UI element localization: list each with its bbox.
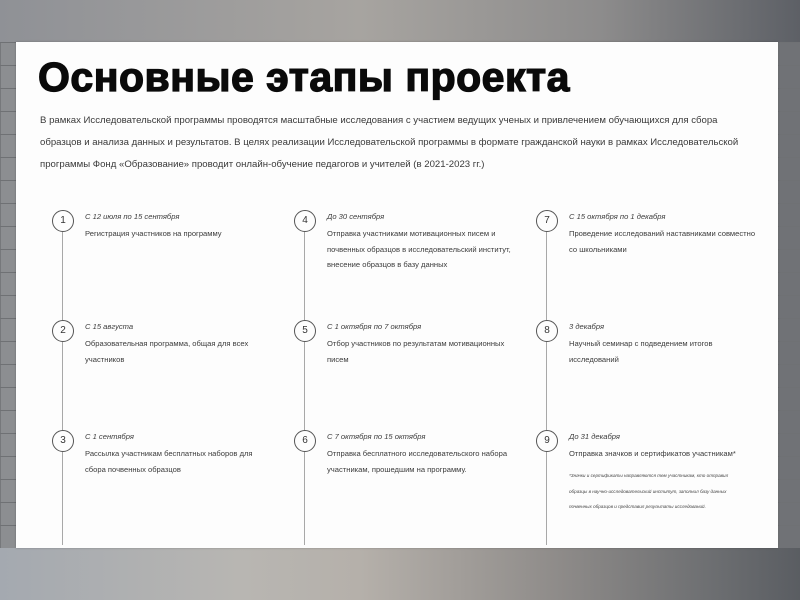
timeline-column-2 <box>282 210 522 545</box>
step-date: С 1 сентября <box>85 432 134 441</box>
step-number-circle: 9 <box>536 430 558 452</box>
step-description: Проведение исследований наставниками совместно со школьниками <box>569 229 756 254</box>
step-date: С 12 июля по 15 сентября <box>85 212 180 221</box>
step-number-circle: 7 <box>536 210 558 232</box>
step-description: Образовательная программа, общая для всех участников <box>85 339 249 364</box>
step-number-circle: 4 <box>294 210 316 232</box>
step-date: С 15 октября по 1 декабря <box>569 212 666 221</box>
background-brick-wall-right <box>778 42 800 548</box>
background-bottom <box>0 548 800 600</box>
timeline-column-1 <box>40 210 280 545</box>
step-date: С 1 октября по 7 октября <box>327 322 422 331</box>
background-brick-wall-left <box>0 42 16 548</box>
footnote: *Значки и сертификаты направляются тем участникам, кто отправил образцы в научно-исследовательский институт, заполнил базу данных почвенных образцов и представил результаты исследований. <box>569 473 729 509</box>
step-number-circle: 3 <box>52 430 74 452</box>
timeline-column-3 <box>524 210 764 545</box>
step-date: До 31 декабря <box>569 432 620 441</box>
timeline-line <box>546 230 547 545</box>
step-description: Регистрация участников на программу <box>85 229 222 238</box>
step-date: С 7 октября по 15 октября <box>327 432 426 441</box>
step-description: Отправка значков и сертификатов участникам* <box>569 449 736 458</box>
step-date: До 30 сентября <box>327 212 385 221</box>
step-description: Отбор участников по результатам мотивационных писем <box>327 339 505 364</box>
intro-paragraph: В рамках Исследовательской программы проводятся масштабные исследования с участием ведущих ученых и привлечением обучающихся для сбора образцов и анализа данных и результатов. В целях реализации Исследовательской программы в формате гражданской науки в рамках Исследовательской программы Фонд «Образование» проводит онлайн-обучение педагогов и учителей (в 2021-2023 гг.) <box>40 115 739 170</box>
slide-card <box>16 42 778 548</box>
step-number-circle: 8 <box>536 320 558 342</box>
step-description: Отправка бесплатного исследовательского набора участникам, прошедшим на программу. <box>327 449 508 474</box>
step-date: 3 декабря <box>569 322 605 331</box>
step-date: С 15 августа <box>85 322 134 331</box>
step-number-circle: 6 <box>294 430 316 452</box>
step-description: Рассылка участникам бесплатных наборов для сбора почвенных образцов <box>85 449 253 474</box>
timeline-line <box>62 230 63 545</box>
step-number-circle: 5 <box>294 320 316 342</box>
step-description: Отправка участниками мотивационных писем и почвенных образцов в исследовательский институт, внесение образцов в базу данных <box>327 229 511 269</box>
page-title: Основные этапы проекта <box>38 54 570 100</box>
timeline-line <box>304 230 305 545</box>
step-number-circle: 1 <box>52 210 74 232</box>
step-description: Научный семинар с подведением итогов исследований <box>569 339 713 364</box>
background-top <box>0 0 800 42</box>
step-number-circle: 2 <box>52 320 74 342</box>
